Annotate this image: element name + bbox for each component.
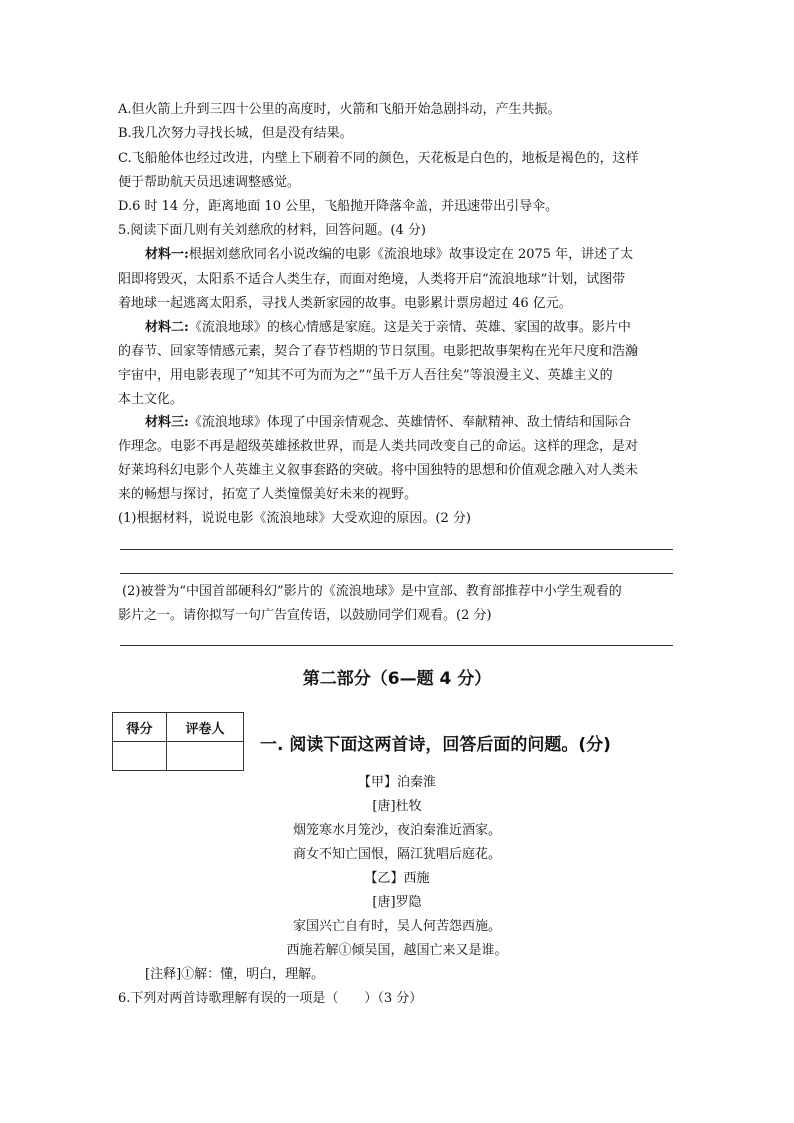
part-2-heading: 第二部分（6—题 4 分） [302,669,492,689]
poem-1-author: [唐]杜牧 [372,799,422,814]
material-1-text: 根据刘慈欣同名小说改编的电影《流浪地球》故事设定在 2075 年，讲述了太 [188,247,634,262]
material-3-line4: 来的畅想与探讨，拓宽了人类憧憬美好未来的视野。 [118,487,418,502]
option-d: D.6 时 14 分，距离地面 10 公里，飞船抛开降落伞盖，并迅速带出引导伞。 [118,199,559,214]
poem-1-line2: 商女不知亡国恨，隔江犹唱后庭花。 [292,847,501,862]
option-a: A.但火箭上升到三四十公里的高度时，火箭和飞船开始急剧抖动，产生共振。 [118,102,561,117]
grader-label: 评卷人 [167,713,244,742]
poem-2-title: 【乙】西施 [364,871,430,886]
material-3-line2: 作理念。电影不再是超级英雄拯救世界，而是人类共同改变自己的命运。这样的理念，是对 [118,439,639,454]
answer-line-2[interactable] [120,573,673,574]
score-table [112,712,244,771]
question-5-intro: 5.阅读下面几则有关刘慈欣的材料，回答问题。(4 分) [118,223,426,238]
material-3-line1 [145,413,631,433]
poem-1-line1: 烟笼寒水月笼沙，夜泊秦淮近酒家。 [292,823,501,838]
poem-2-line1: 家国兴亡自有时，吴人何苦怨西施。 [292,919,501,934]
material-2-line2: 的春节、回家等情感元素，契合了春节档期的节日氛围。电影把故事架构在光年尺度和浩瀚 [118,344,639,359]
material-1-line1 [145,245,633,265]
material-3-line3: 好莱坞科幻电影个人英雄主义叙事套路的突破。将中国独特的思想和价值观念融入对人类未 [118,463,639,478]
material-2-line4: 本土文化。 [118,392,184,407]
material-1-line2: 阳即将毁灭，太阳系不适合人类生存，而面对绝境，人类将开启“流浪地球”计划，试图带 [118,272,626,287]
poem-2-line2: 西施若解①倾吴国，越国亡来又是谁。 [286,943,508,958]
material-2-line1 [145,318,631,338]
material-1-line3: 着地球一起逃离太阳系，寻找人类新家园的故事。电影累计票房超过 46 亿元。 [118,296,572,311]
grader-cell[interactable] [167,742,244,771]
score-label: 得分 [113,713,167,742]
answer-line-1[interactable] [120,549,673,550]
material-1-label: 材料一: [145,247,189,262]
material-3-label: 材料三: [145,415,189,430]
question-5-sub2-line1: (2)被誉为“中国首部硬科幻”影片的《流浪地球》是中宣部、教育部推荐中小学生观看的 [122,584,622,599]
poem-note: [注释]①解：懂，明白，理解。 [145,967,325,982]
material-2-text: 《流浪地球》的核心情感是家庭。这是关于亲情、英雄、家国的故事。影片中 [188,320,631,335]
question-5-sub2-line2: 影片之一。请你拟写一句广告宣传语，以鼓励同学们观看。(2 分) [118,608,492,623]
poem-1-title: 【甲】泊秦淮 [357,775,436,790]
option-c-line2: 便于帮助航天员迅速调整感觉。 [118,175,301,190]
question-title: 一. 阅读下面这两首诗，回答后面的问题。(分) [260,735,611,755]
score-cell[interactable] [113,742,167,771]
question-5-sub1: (1)根据材料，说说电影《流浪地球》大受欢迎的原因。(2 分) [118,511,471,526]
poem-2-author: [唐]罗隐 [372,895,422,910]
material-3-text: 《流浪地球》体现了中国亲情观念、英雄情怀、奉献精神、敌土情结和国际合 [188,415,631,430]
question-6: 6.下列对两首诗歌理解有误的一项是（ ）（3 分） [118,991,423,1006]
option-b: B.我几次努力寻找长城，但是没有结果。 [118,126,353,141]
answer-line-3[interactable] [120,645,673,646]
material-2-label: 材料二: [145,320,189,335]
material-2-line3: 宇宙中，用电影表现了“知其不可为而为之”“虽千万人吾往矣”等浪漫主义、英雄主义的 [118,368,613,383]
option-c-line1: C.飞船舱体也经过改进，内壁上下刷着不同的颜色，天花板是白色的，地板是褐色的，这样 [118,151,639,166]
